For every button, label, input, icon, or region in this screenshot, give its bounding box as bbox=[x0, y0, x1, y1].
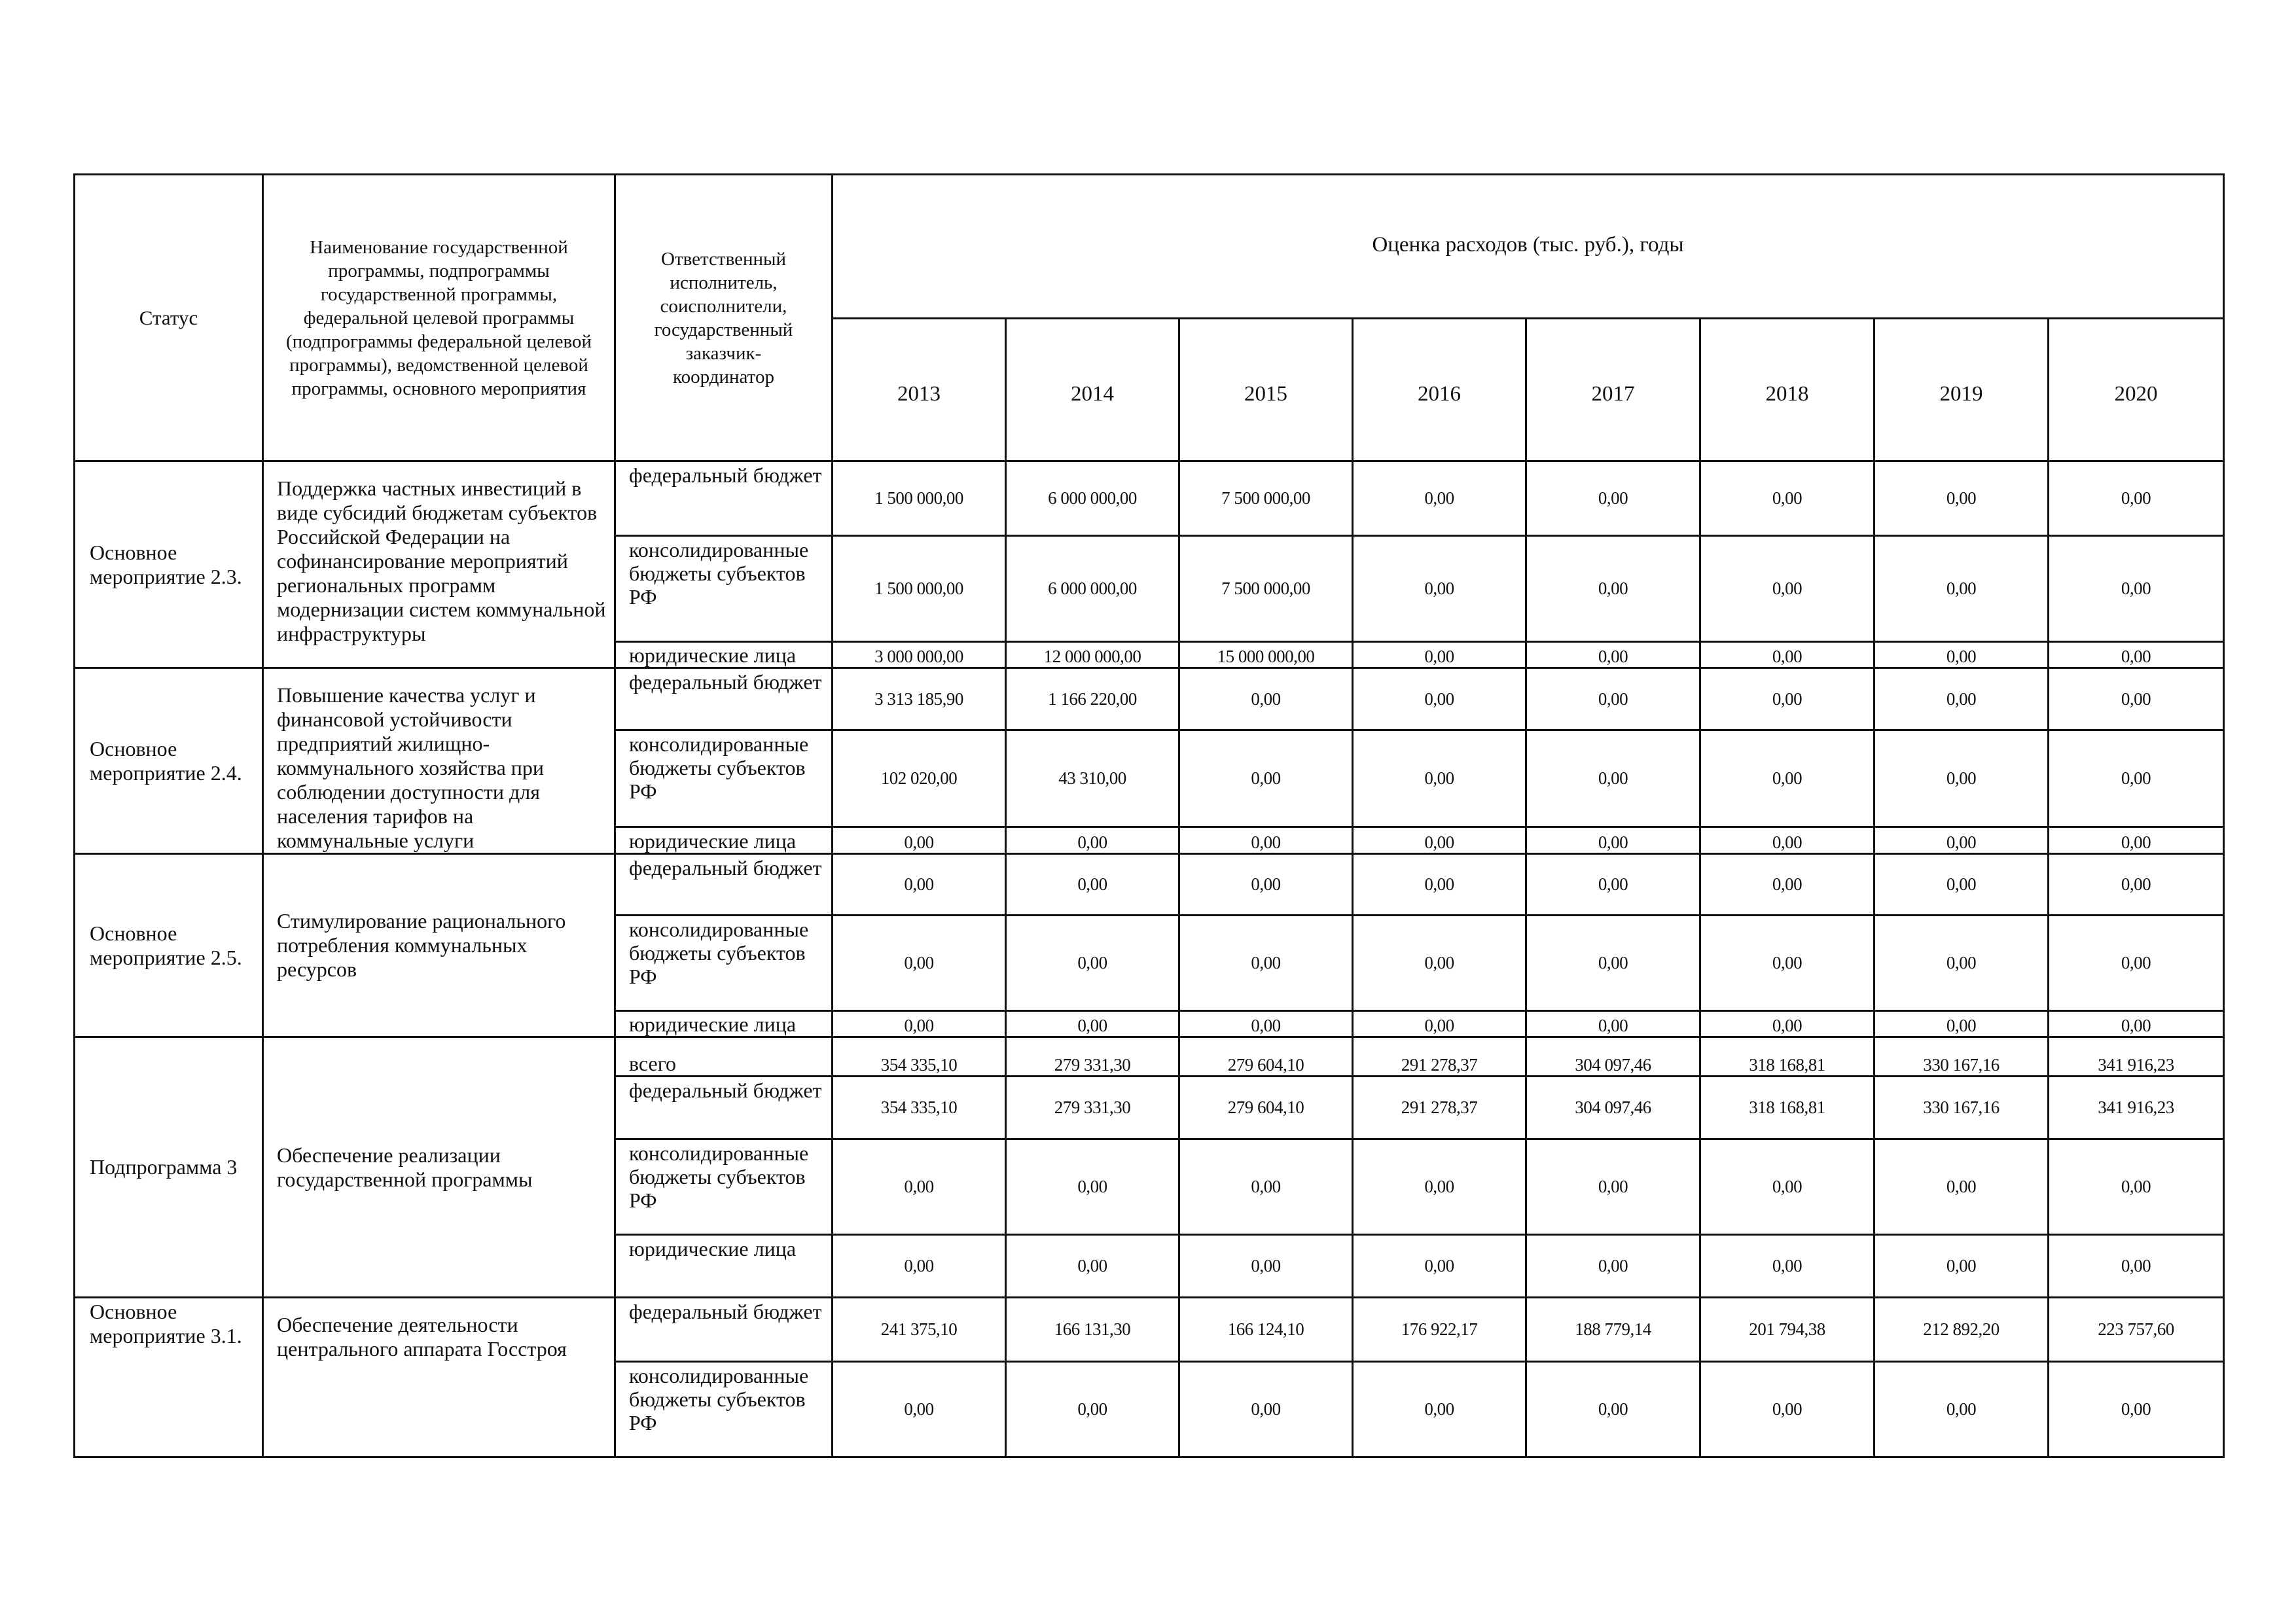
expense-value: 354 335,10 bbox=[833, 1037, 1006, 1077]
expense-value: 330 167,16 bbox=[1874, 1037, 2049, 1077]
header-year: 2014 bbox=[1006, 319, 1179, 461]
expense-value: 0,00 bbox=[2049, 1011, 2224, 1037]
expense-value: 318 168,81 bbox=[1700, 1037, 1874, 1077]
expense-value: 0,00 bbox=[2049, 854, 2224, 916]
expense-value: 0,00 bbox=[1526, 827, 1700, 854]
expense-value: 279 604,10 bbox=[1179, 1037, 1353, 1077]
expense-value: 7 500 000,00 bbox=[1179, 536, 1353, 642]
expense-value: 0,00 bbox=[1526, 1362, 1700, 1457]
funding-source: федеральный бюджет bbox=[615, 854, 833, 916]
expense-value: 0,00 bbox=[1353, 730, 1526, 827]
expense-value: 166 124,10 bbox=[1179, 1298, 1353, 1362]
header-name: Наименование государственной программы, подпрограммы государственной программы, федеральной целевой программы (подпрограммы федеральной целевой программы), ведомственной целевой программы, основного мероприятия bbox=[263, 175, 615, 461]
expense-value: 0,00 bbox=[1700, 730, 1874, 827]
expense-value: 0,00 bbox=[1526, 536, 1700, 642]
expense-value: 0,00 bbox=[1006, 1362, 1179, 1457]
row-status: Подпрограмма 3 bbox=[75, 1037, 263, 1298]
funding-source: консолидированные бюджеты субъектов РФ bbox=[615, 916, 833, 1011]
funding-source: консолидированные бюджеты субъектов РФ bbox=[615, 1139, 833, 1235]
expense-value: 341 916,23 bbox=[2049, 1037, 2224, 1077]
expense-value: 0,00 bbox=[1874, 461, 2049, 536]
expense-value: 279 331,30 bbox=[1006, 1037, 1179, 1077]
expense-value: 304 097,46 bbox=[1526, 1077, 1700, 1139]
expense-value: 291 278,37 bbox=[1353, 1037, 1526, 1077]
header-year: 2013 bbox=[833, 319, 1006, 461]
expense-value: 279 331,30 bbox=[1006, 1077, 1179, 1139]
expense-value: 1 500 000,00 bbox=[833, 461, 1006, 536]
expense-value: 0,00 bbox=[2049, 827, 2224, 854]
expense-value: 0,00 bbox=[1700, 1011, 1874, 1037]
expense-value: 12 000 000,00 bbox=[1006, 642, 1179, 668]
expense-value: 0,00 bbox=[1179, 1235, 1353, 1298]
expense-value: 0,00 bbox=[833, 827, 1006, 854]
expense-value: 330 167,16 bbox=[1874, 1077, 2049, 1139]
expense-value: 0,00 bbox=[1700, 668, 1874, 730]
expense-value: 0,00 bbox=[1353, 536, 1526, 642]
expense-value: 0,00 bbox=[2049, 916, 2224, 1011]
expense-value: 201 794,38 bbox=[1700, 1298, 1874, 1362]
expense-value: 0,00 bbox=[833, 1235, 1006, 1298]
expense-value: 0,00 bbox=[1526, 1011, 1700, 1037]
row-program-name: Обеспечение деятельности центрального аппарата Госстроя bbox=[263, 1298, 615, 1457]
funding-source: федеральный бюджет bbox=[615, 1298, 833, 1362]
funding-source: федеральный бюджет bbox=[615, 461, 833, 536]
table-row bbox=[75, 854, 2224, 916]
expense-value: 6 000 000,00 bbox=[1006, 461, 1179, 536]
expense-value: 0,00 bbox=[1353, 1011, 1526, 1037]
funding-source: юридические лица bbox=[615, 642, 833, 668]
expense-value: 0,00 bbox=[1179, 827, 1353, 854]
header-year: 2020 bbox=[2049, 319, 2224, 461]
expense-value: 102 020,00 bbox=[833, 730, 1006, 827]
expense-value: 0,00 bbox=[1526, 1139, 1700, 1235]
expense-value: 0,00 bbox=[1700, 461, 1874, 536]
expense-value: 0,00 bbox=[1179, 854, 1353, 916]
expense-value: 7 500 000,00 bbox=[1179, 461, 1353, 536]
expense-value: 0,00 bbox=[1353, 1235, 1526, 1298]
expense-value: 0,00 bbox=[1874, 730, 2049, 827]
funding-source: юридические лица bbox=[615, 1011, 833, 1037]
expense-value: 3 000 000,00 bbox=[833, 642, 1006, 668]
header-year: 2019 bbox=[1874, 319, 2049, 461]
expense-value: 0,00 bbox=[2049, 730, 2224, 827]
table-row bbox=[75, 461, 2224, 536]
expense-value: 0,00 bbox=[1353, 1139, 1526, 1235]
expense-value: 223 757,60 bbox=[2049, 1298, 2224, 1362]
expense-value: 0,00 bbox=[2049, 1235, 2224, 1298]
expense-value: 241 375,10 bbox=[833, 1298, 1006, 1362]
funding-source: консолидированные бюджеты субъектов РФ bbox=[615, 730, 833, 827]
expense-value: 3 313 185,90 bbox=[833, 668, 1006, 730]
expense-value: 0,00 bbox=[1526, 730, 1700, 827]
row-status: Основное мероприятие 2.5. bbox=[75, 854, 263, 1037]
expense-value: 318 168,81 bbox=[1700, 1077, 1874, 1139]
expense-value: 0,00 bbox=[1353, 916, 1526, 1011]
expense-value: 0,00 bbox=[1179, 1011, 1353, 1037]
expense-value: 0,00 bbox=[1700, 1235, 1874, 1298]
expense-value: 0,00 bbox=[1874, 668, 2049, 730]
row-program-name: Повышение качества услуг и финансовой устойчивости предприятий жилищно-коммунального хозяйства при соблюдении доступности для населения тарифов на коммунальные услуги bbox=[263, 668, 615, 854]
expense-value: 0,00 bbox=[1353, 827, 1526, 854]
expense-value: 0,00 bbox=[1874, 1139, 2049, 1235]
expense-value: 0,00 bbox=[1874, 536, 2049, 642]
expense-value: 0,00 bbox=[2049, 1139, 2224, 1235]
expense-value: 0,00 bbox=[1353, 668, 1526, 730]
expense-value: 0,00 bbox=[833, 1011, 1006, 1037]
row-status: Основное мероприятие 2.3. bbox=[75, 461, 263, 668]
expense-value: 0,00 bbox=[1006, 827, 1179, 854]
expense-value: 0,00 bbox=[1700, 854, 1874, 916]
expense-value: 0,00 bbox=[1874, 1235, 2049, 1298]
expense-value: 6 000 000,00 bbox=[1006, 536, 1179, 642]
expense-value: 15 000 000,00 bbox=[1179, 642, 1353, 668]
expense-value: 0,00 bbox=[1526, 461, 1700, 536]
expense-value: 0,00 bbox=[2049, 536, 2224, 642]
expense-value: 0,00 bbox=[1700, 916, 1874, 1011]
expense-value: 0,00 bbox=[1006, 1235, 1179, 1298]
header-year: 2017 bbox=[1526, 319, 1700, 461]
expense-value: 0,00 bbox=[2049, 642, 2224, 668]
expense-value: 0,00 bbox=[1179, 730, 1353, 827]
expense-value: 0,00 bbox=[1353, 461, 1526, 536]
expense-value: 0,00 bbox=[1700, 1139, 1874, 1235]
expense-value: 0,00 bbox=[1006, 1011, 1179, 1037]
expense-value: 0,00 bbox=[1353, 854, 1526, 916]
expense-value: 0,00 bbox=[833, 854, 1006, 916]
expense-value: 0,00 bbox=[1700, 536, 1874, 642]
expense-value: 0,00 bbox=[833, 916, 1006, 1011]
expense-value: 0,00 bbox=[1006, 854, 1179, 916]
expense-value: 166 131,30 bbox=[1006, 1298, 1179, 1362]
expense-value: 0,00 bbox=[833, 1362, 1006, 1457]
expense-value: 0,00 bbox=[1874, 827, 2049, 854]
expense-value: 0,00 bbox=[833, 1139, 1006, 1235]
funding-source: консолидированные бюджеты субъектов РФ bbox=[615, 536, 833, 642]
expense-value: 354 335,10 bbox=[833, 1077, 1006, 1139]
budget-table bbox=[73, 173, 2225, 1458]
expense-value: 1 500 000,00 bbox=[833, 536, 1006, 642]
expense-value: 43 310,00 bbox=[1006, 730, 1179, 827]
expense-value: 0,00 bbox=[1526, 854, 1700, 916]
header-executor: Ответственный исполнитель, соисполнители, государственный заказчик-координатор bbox=[615, 175, 833, 461]
expense-value: 0,00 bbox=[1353, 642, 1526, 668]
expense-value: 0,00 bbox=[1700, 1362, 1874, 1457]
table-row bbox=[75, 668, 2224, 730]
expense-value: 341 916,23 bbox=[2049, 1077, 2224, 1139]
expense-value: 0,00 bbox=[1526, 916, 1700, 1011]
header-year: 2016 bbox=[1353, 319, 1526, 461]
expense-value: 0,00 bbox=[2049, 668, 2224, 730]
expense-value: 0,00 bbox=[1179, 1139, 1353, 1235]
expense-value: 0,00 bbox=[1526, 668, 1700, 730]
expense-value: 0,00 bbox=[1353, 1362, 1526, 1457]
header-year: 2018 bbox=[1700, 319, 1874, 461]
expense-value: 0,00 bbox=[1874, 916, 2049, 1011]
expense-value: 0,00 bbox=[1874, 1362, 2049, 1457]
header-row-1 bbox=[75, 175, 2224, 319]
expense-value: 0,00 bbox=[2049, 461, 2224, 536]
funding-source: юридические лица bbox=[615, 827, 833, 854]
row-status: Основное мероприятие 2.4. bbox=[75, 668, 263, 854]
funding-source: федеральный бюджет bbox=[615, 668, 833, 730]
expense-value: 0,00 bbox=[1526, 642, 1700, 668]
header-year: 2015 bbox=[1179, 319, 1353, 461]
expense-value: 0,00 bbox=[2049, 1362, 2224, 1457]
expense-value: 0,00 bbox=[1874, 854, 2049, 916]
funding-source: юридические лица bbox=[615, 1235, 833, 1298]
expense-value: 0,00 bbox=[1179, 668, 1353, 730]
expense-value: 0,00 bbox=[1874, 642, 2049, 668]
expense-value: 279 604,10 bbox=[1179, 1077, 1353, 1139]
expense-value: 188 779,14 bbox=[1526, 1298, 1700, 1362]
expense-value: 0,00 bbox=[1874, 1011, 2049, 1037]
funding-source: всего bbox=[615, 1037, 833, 1077]
expense-value: 0,00 bbox=[1700, 642, 1874, 668]
row-program-name: Стимулирование рационального потребления коммунальных ресурсов bbox=[263, 854, 615, 1037]
expense-value: 291 278,37 bbox=[1353, 1077, 1526, 1139]
table-row bbox=[75, 1037, 2224, 1077]
expense-value: 0,00 bbox=[1179, 916, 1353, 1011]
expense-value: 1 166 220,00 bbox=[1006, 668, 1179, 730]
expense-value: 0,00 bbox=[1006, 1139, 1179, 1235]
expense-value: 176 922,17 bbox=[1353, 1298, 1526, 1362]
row-program-name: Поддержка частных инвестиций в виде субсидий бюджетам субъектов Российской Федерации на софинансирование мероприятий региональных программ модернизации систем коммунальной инфраструктуры bbox=[263, 461, 615, 668]
header-expenses: Оценка расходов (тыс. руб.), годы bbox=[833, 175, 2224, 319]
row-status: Основное мероприятие 3.1. bbox=[75, 1298, 263, 1457]
row-program-name: Обеспечение реализации государственной программы bbox=[263, 1037, 615, 1298]
expense-value: 0,00 bbox=[1179, 1362, 1353, 1457]
expense-value: 304 097,46 bbox=[1526, 1037, 1700, 1077]
header-status: Статус bbox=[75, 175, 263, 461]
expense-value: 0,00 bbox=[1700, 827, 1874, 854]
expense-value: 212 892,20 bbox=[1874, 1298, 2049, 1362]
table-row bbox=[75, 1298, 2224, 1362]
expense-value: 0,00 bbox=[1526, 1235, 1700, 1298]
funding-source: консолидированные бюджеты субъектов РФ bbox=[615, 1362, 833, 1457]
expense-value: 0,00 bbox=[1006, 916, 1179, 1011]
funding-source: федеральный бюджет bbox=[615, 1077, 833, 1139]
